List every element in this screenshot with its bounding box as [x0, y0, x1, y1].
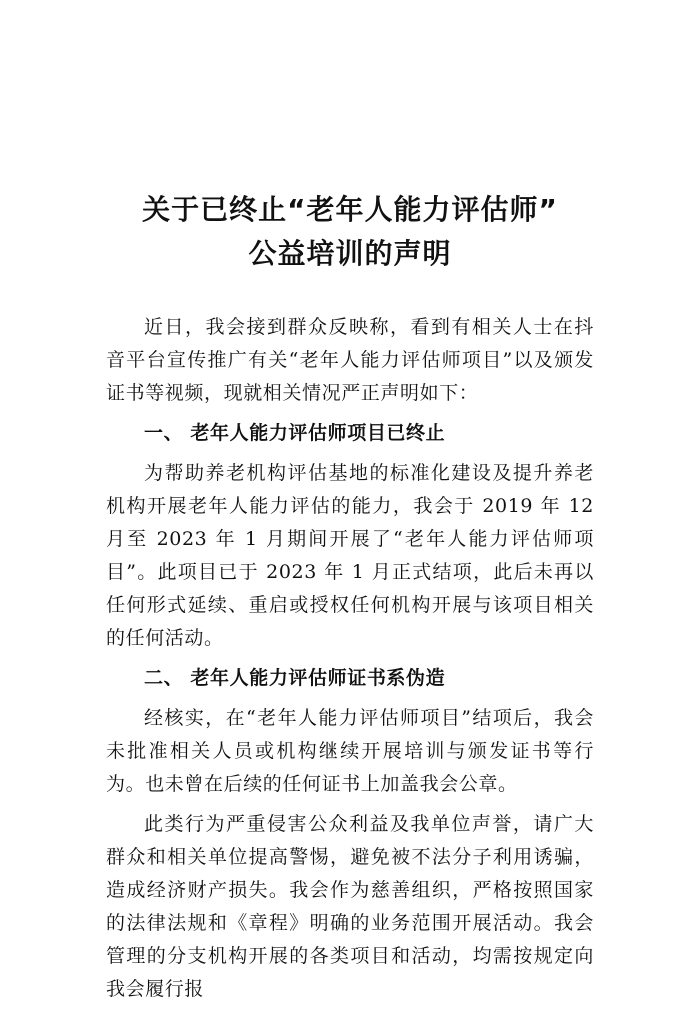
intro-paragraph: 近日，我会接到群众反映称，看到有相关人士在抖音平台宣传推广有关“老年人能力评估师项目”以及颁发证书等视频，现就相关情况严正声明如下：: [106, 316, 594, 404]
document-title: [0, 188, 700, 276]
section-1-heading: 一、 老年人能力评估师项目已终止: [144, 422, 446, 444]
section-2-paragraph: 经核实，在“老年人能力评估师项目”结项后，我会未批准相关人员或机构继续开展培训与颁发证书等行为。也未曾在后续的任何证书上加盖我会公章。: [106, 707, 594, 795]
section-1-paragraph: 为帮助养老机构评估基地的标准化建设及提升养老机构开展老年人能力评估的能力，我会于 2019 年 12 月至 2023 年 1 月期间开展了“老年人能力评估师项目”。此项目已于 2023 年 1 月正式结项，此后未再以任何形式延续、重启或授权任何机构开展与该项目相关的任何活动。: [106, 462, 594, 649]
section-2-heading: 二、 老年人能力评估师证书系伪造: [144, 667, 446, 689]
title-line-1: 关于已终止“老年人能力评估师”: [142, 193, 558, 226]
title-line-2: 公益培训的声明: [248, 237, 452, 270]
document-body: [106, 311, 594, 1013]
closing-paragraph: 此类行为严重侵害公众利益及我单位声誉，请广大群众和相关单位提高警惕，避免被不法分子利用诱骗，造成经济财产损失。我会作为慈善组织，严格按照国家的法律法规和《章程》明确的业务范围开展活动。我会管理的分支机构开展的各类项目和活动，均需按规定向我会履行报: [106, 813, 594, 1000]
